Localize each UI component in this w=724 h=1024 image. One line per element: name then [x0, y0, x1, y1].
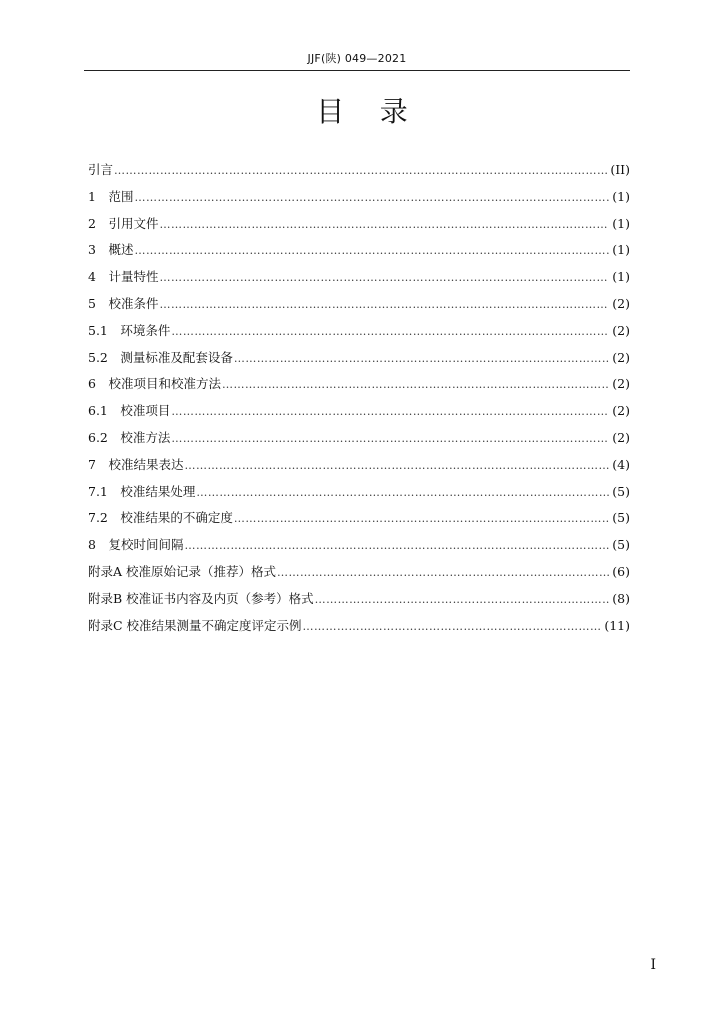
toc-entry-page: (1) [612, 269, 630, 285]
toc-entry-page: (2) [612, 295, 630, 311]
toc-leader-dots [159, 268, 609, 288]
toc-leader-dots [234, 349, 609, 369]
toc-entry-page: (6) [612, 563, 630, 579]
toc-leader-dots [222, 375, 609, 395]
toc-entry-label: 2 引用文件 [88, 215, 159, 231]
toc-entry[interactable] [88, 482, 630, 509]
toc-entry[interactable] [88, 214, 630, 241]
toc-entry-label: 附录B 校准证书内容及内页（参考）格式 [88, 590, 314, 606]
toc-leader-dots [315, 590, 610, 610]
toc-entry-page: (5) [612, 483, 630, 499]
toc-entry-page: (1) [612, 215, 630, 231]
toc-entry[interactable] [88, 160, 630, 187]
toc-entry-label: 7.2 校准结果的不确定度 [88, 510, 233, 526]
toc-entry[interactable] [88, 267, 630, 294]
toc-entry-label: 5.2 测量标准及配套设备 [88, 349, 233, 365]
toc-entry[interactable] [88, 562, 630, 589]
toc-entry-page: (1) [612, 188, 630, 204]
toc-entry-page: (2) [612, 322, 630, 338]
toc-leader-dots [134, 188, 609, 208]
toc-entry-label: 4 计量特性 [88, 269, 159, 285]
toc-entry[interactable] [88, 348, 630, 375]
toc-leader-dots [303, 617, 602, 637]
toc-entry[interactable] [88, 401, 630, 428]
toc-entry-page: (2) [612, 376, 630, 392]
toc-leader-dots [234, 509, 609, 529]
toc-leader-dots [159, 215, 609, 235]
toc-leader-dots [171, 322, 609, 342]
toc-entry[interactable] [88, 508, 630, 535]
header-rule [84, 70, 630, 71]
toc-entry-label: 6 校准项目和校准方法 [88, 376, 221, 392]
toc-entry-label: 附录C 校准结果测量不确定度评定示例 [88, 617, 302, 633]
toc-leader-dots [184, 536, 609, 556]
toc-entry[interactable] [88, 589, 630, 616]
toc-entry[interactable] [88, 187, 630, 214]
toc-entry-label: 5 校准条件 [88, 295, 159, 311]
toc-leader-dots [159, 295, 609, 315]
toc-entry-page: (1) [612, 242, 630, 258]
toc-entry[interactable] [88, 616, 630, 643]
toc-entry[interactable] [88, 294, 630, 321]
toc-entry-label: 引言 [88, 162, 114, 177]
toc-entry-label: 7 校准结果表达 [88, 456, 184, 472]
page-header: JJF(陕) 049—2021 [307, 52, 407, 65]
toc-leader-dots [114, 161, 607, 181]
toc-entry-page: (2) [612, 403, 630, 419]
toc-leader-dots [134, 241, 609, 261]
toc-entry-page: (2) [612, 429, 630, 445]
toc-entry[interactable] [88, 535, 630, 562]
toc-entry-label: 7.1 校准结果处理 [88, 483, 196, 499]
toc-entry-page: (4) [612, 456, 630, 472]
toc-entry[interactable] [88, 240, 630, 267]
toc-entry[interactable] [88, 374, 630, 401]
toc-entry-label: 6.2 校准方法 [88, 429, 171, 445]
toc-entry-label: 8 复校时间间隔 [88, 537, 184, 553]
toc-leader-dots [171, 429, 609, 449]
toc-entry-page: (11) [604, 617, 630, 633]
toc-entry-label: 6.1 校准项目 [88, 403, 171, 419]
toc-leader-dots [171, 402, 609, 422]
toc-entry-page: (2) [612, 349, 630, 365]
toc-entry-label: 1 范围 [88, 188, 134, 204]
toc-leader-dots [277, 563, 609, 583]
toc-leader-dots [184, 456, 609, 476]
toc-entry-page: (8) [612, 590, 630, 606]
page-number: I [650, 957, 656, 973]
toc-entry[interactable] [88, 321, 630, 348]
toc-entry-label: 附录A 校准原始记录（推荐）格式 [88, 563, 277, 579]
toc-entry-label: 3 概述 [88, 242, 134, 258]
toc-leader-dots [196, 483, 609, 503]
table-of-contents [88, 160, 630, 642]
page-title: 目 录 [316, 95, 408, 128]
toc-entry[interactable] [88, 428, 630, 455]
toc-entry-page: (II) [610, 162, 630, 177]
toc-entry-label: 5.1 环境条件 [88, 322, 171, 338]
toc-entry[interactable] [88, 455, 630, 482]
toc-entry-page: (5) [612, 510, 630, 526]
toc-entry-page: (5) [612, 537, 630, 553]
